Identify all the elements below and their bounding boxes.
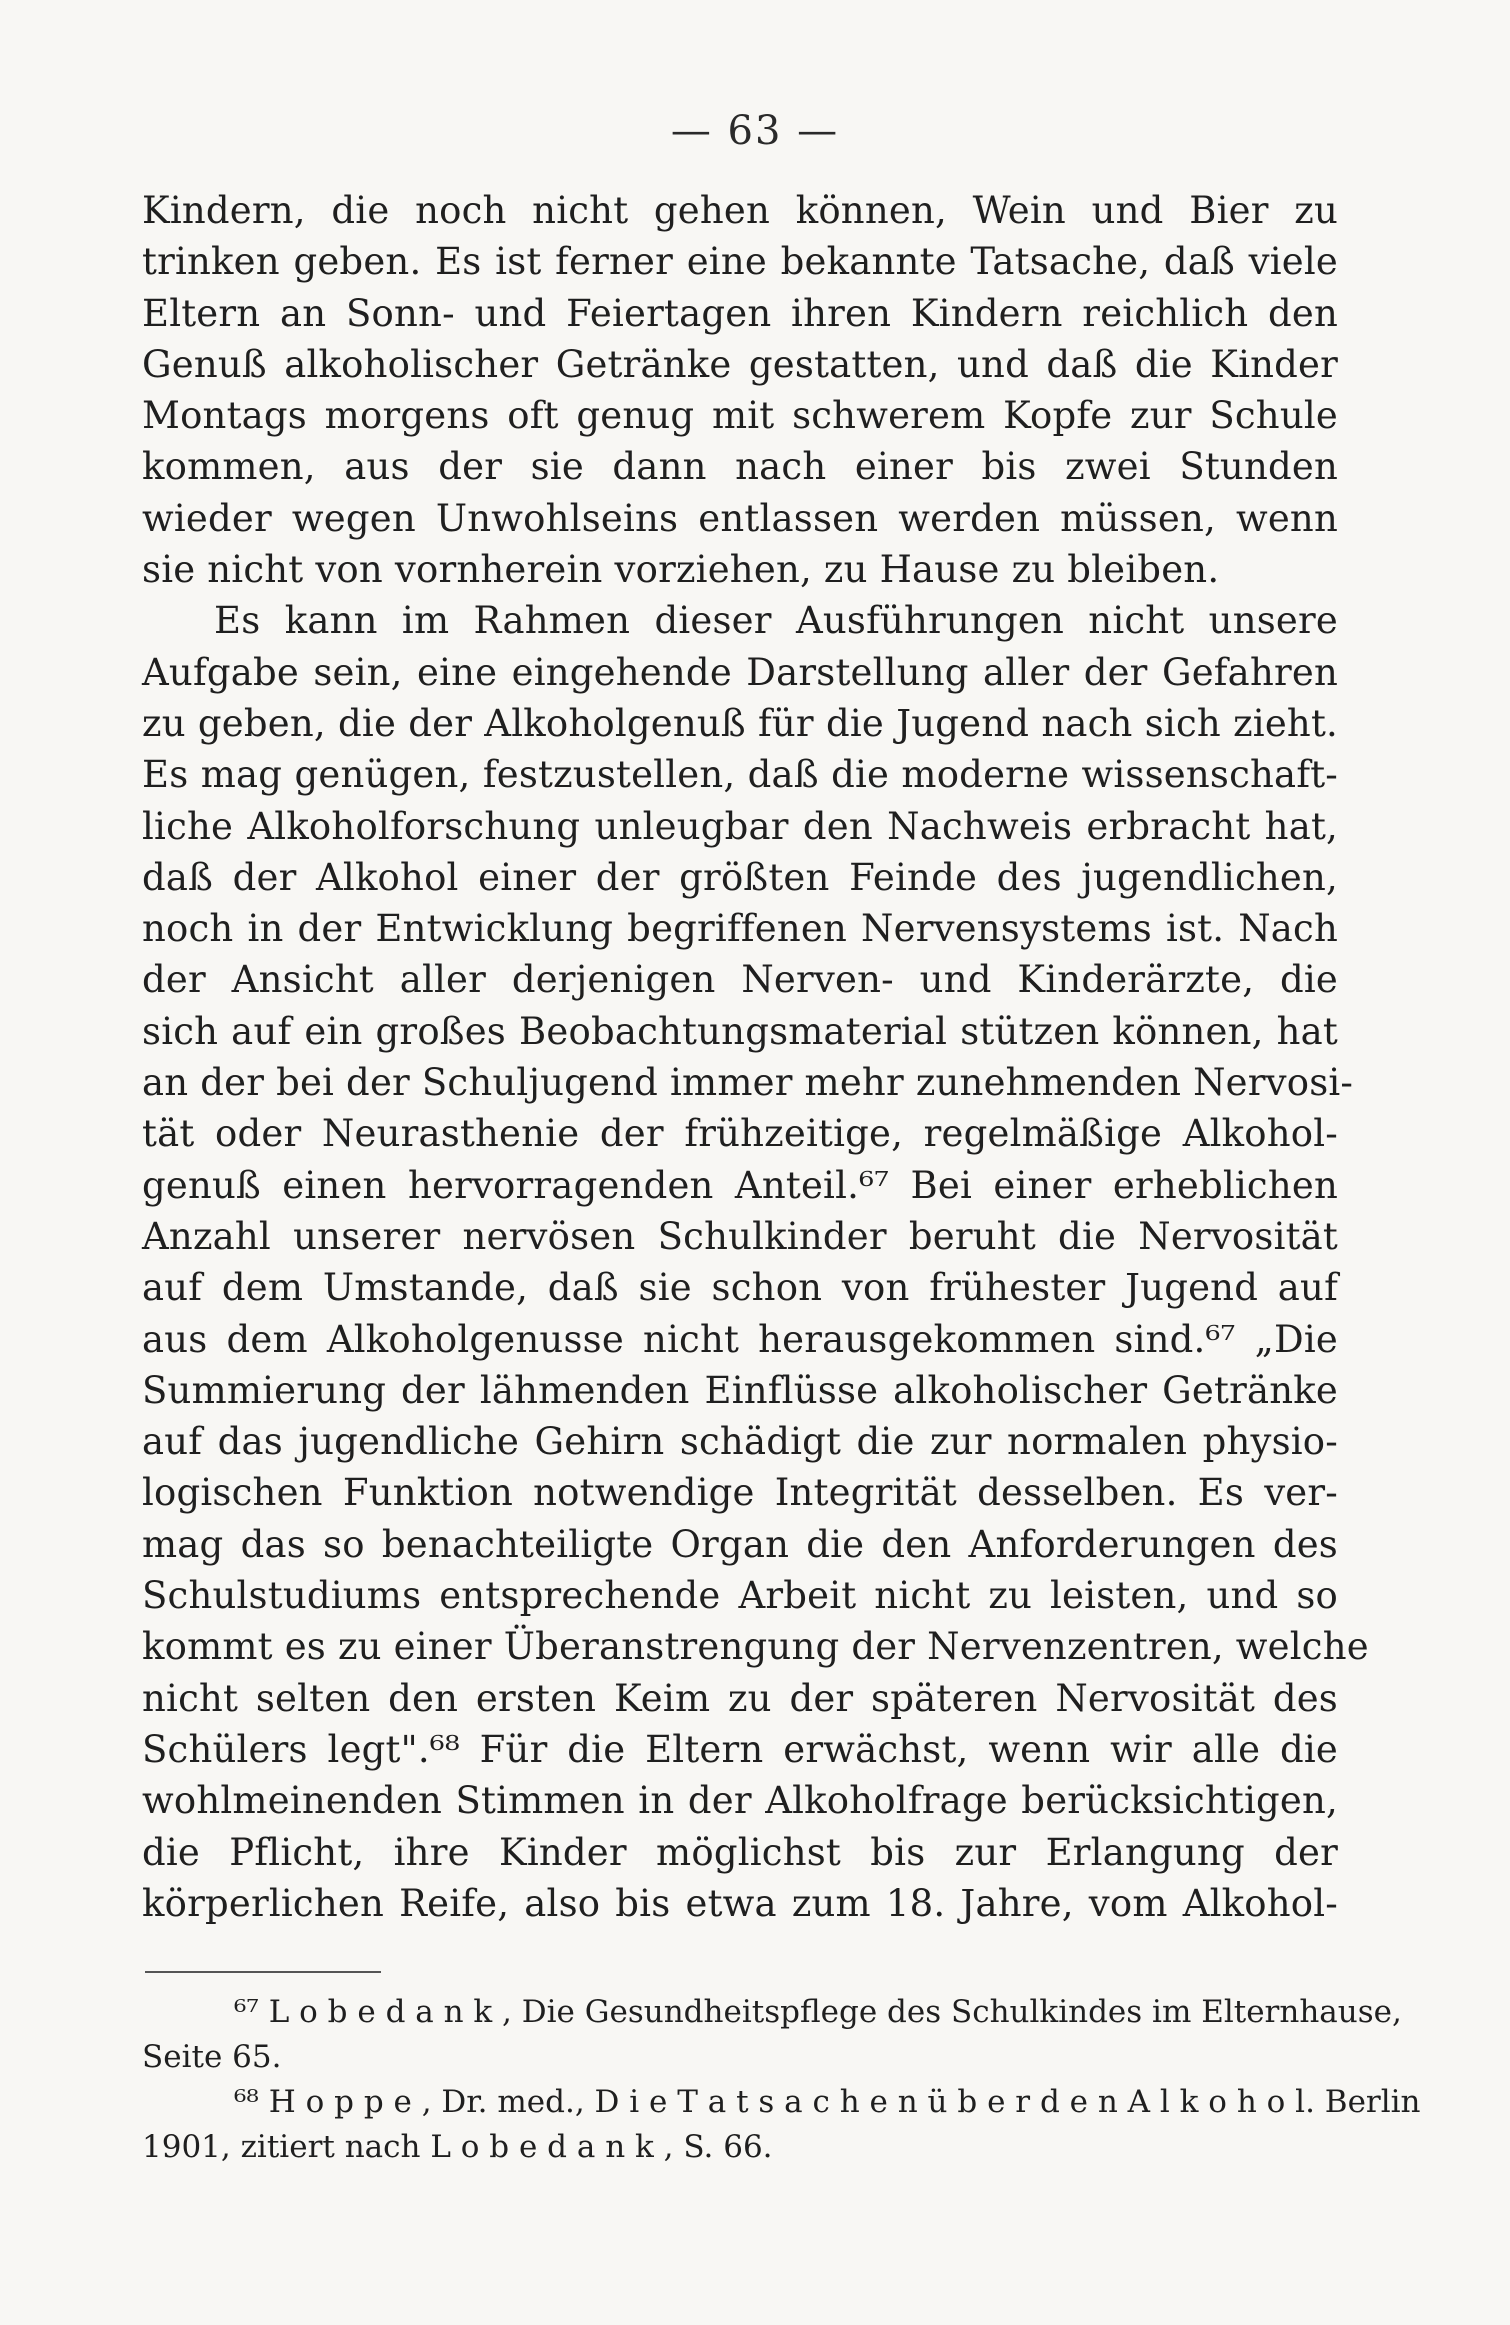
text-line: die Pflicht, ihre Kinder möglichst bis zur Erlangung der (142, 1830, 1338, 1874)
text-line: an der bei der Schuljugend immer mehr zunehmenden Nervosi- (142, 1061, 1354, 1105)
text-line: Es kann im Rahmen dieser Ausführungen nicht unsere (214, 599, 1338, 643)
text-line: genuß einen hervorragenden Anteil.⁶⁷ Bei einer erheblichen (142, 1163, 1338, 1207)
text-line: Montags morgens oft genug mit schwerem Kopfe zur Schule (142, 394, 1338, 438)
text-line: wieder wegen Unwohlseins entlassen werden müssen, wenn (142, 496, 1338, 540)
body-text (142, 185, 1369, 1929)
text-line: sie nicht von vornherein vorziehen, zu Hause zu bleiben. (142, 548, 1220, 592)
text-line: kommen, aus der sie dann nach einer bis zwei Stunden (142, 445, 1338, 489)
footnotes (142, 1990, 1421, 2170)
text-line: daß der Alkohol einer der größten Feinde des jugendlichen, (142, 855, 1338, 899)
text-line: mag das so benachteiligte Organ die den Anforderungen des (142, 1522, 1338, 1566)
text-line: aus dem Alkoholgenusse nicht herausgekommen sind.⁶⁷ „Die (142, 1317, 1338, 1361)
text-line: Kindern, die noch nicht gehen können, Wein und Bier zu (142, 189, 1338, 232)
text-line: körperlichen Reife, also bis etwa zum 18. Jahre, vom Alkohol- (142, 1881, 1338, 1925)
text-line: Es mag genügen, festzustellen, daß die moderne wissenschaft- (142, 753, 1338, 797)
text-line: wohlmeinenden Stimmen in der Alkoholfrage berücksichtigen, (142, 1779, 1338, 1823)
text-line: logischen Funktion notwendige Integrität desselben. Es ver- (142, 1471, 1338, 1515)
footnote-line: ⁶⁷ L o b e d a n k , Die Gesundheitspflege des Schulkindes im Elternhause, (234, 1994, 1402, 2030)
text-line: auf dem Umstande, daß sie schon von frühester Jugend auf (142, 1266, 1338, 1310)
text-line: Summierung der lähmenden Einflüsse alkoholischer Getränke (142, 1368, 1338, 1412)
text-line: auf das jugendliche Gehirn schädigt die zur normalen physio- (142, 1420, 1338, 1464)
text-line: nicht selten den ersten Keim zu der späteren Nervosität des (142, 1676, 1338, 1720)
text-line: der Ansicht aller derjenigen Nerven- und Kinderärzte, die (142, 958, 1338, 1002)
text-line: tät oder Neurasthenie der frühzeitige, regelmäßige Alkohol- (142, 1112, 1338, 1156)
text-line: liche Alkoholforschung unleugbar den Nachweis erbracht hat, (142, 804, 1338, 848)
footnote-line: 1901, zitiert nach L o b e d a n k , S. 66. (142, 2129, 773, 2165)
text-line: trinken geben. Es ist ferner eine bekannte Tatsache, daß viele (142, 240, 1338, 284)
text-line: noch in der Entwicklung begriffenen Nervensystems ist. Nach (142, 907, 1338, 951)
footnote-line: ⁶⁸ H o p p e , Dr. med., D i e T a t s a c h e n ü b e r d e n A l k o h o l. Berlin (234, 2084, 1421, 2120)
footnote-divider (145, 1971, 381, 1973)
text-line: Aufgabe sein, eine eingehende Darstellung aller der Gefahren (142, 650, 1338, 694)
text-line: sich auf ein großes Beobachtungsmaterial stützen können, hat (142, 1009, 1338, 1053)
page-number: — 63 — (670, 108, 840, 154)
footnote-line: Seite 65. (142, 2039, 282, 2075)
text-line: Eltern an Sonn- und Feiertagen ihren Kindern reichlich den (142, 291, 1338, 335)
text-line: kommt es zu einer Überanstrengung der Nervenzentren, welche (142, 1625, 1369, 1669)
text-line: Schülers legt".⁶⁸ Für die Eltern erwächst, wenn wir alle die (142, 1727, 1338, 1771)
text-line: Anzahl unserer nervösen Schulkinder beruht die Nervosität (142, 1214, 1338, 1258)
text-line: zu geben, die der Alkoholgenuß für die Jugend nach sich zieht. (142, 701, 1338, 745)
text-line: Genuß alkoholischer Getränke gestatten, und daß die Kinder (142, 342, 1338, 386)
text-line: Schulstudiums entsprechende Arbeit nicht zu leisten, und so (142, 1574, 1338, 1618)
